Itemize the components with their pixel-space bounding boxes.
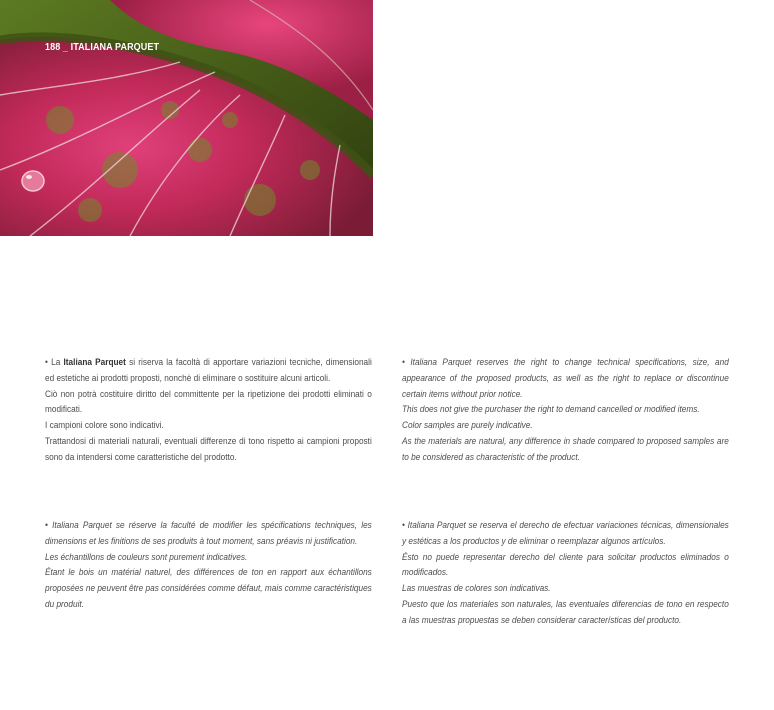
english-paragraph-2: This does not give the purchaser the right to demand cancelled or modified items. [402,404,700,416]
italian-paragraph-1: • La Italiana Parquet si riserva la facoltà di apportare variazioni tecniche, dimensionali ed estetiche ai prodotti proposti, nonchè di eliminare o sostituire alcuni articoli. [45,357,372,384]
french-paragraph-2: Les échantillons de couleurs sont purement indicatives. [45,551,248,563]
english-paragraph-4: As the materials are natural, any difference in shade compared to proposed samples are to be considered as characteristic of the product. [402,435,729,463]
disclaimer-spanish [402,518,729,629]
page-label: 188 _ ITALIANA PARQUET [45,41,160,53]
spanish-paragraph-3: Las muestras de colores son indicativas. [402,583,551,595]
leaf-photo [0,0,373,236]
spanish-paragraph-2: Ésto no puede representar derecho del cliente para solicitar productos eliminados o modificados. [402,551,729,579]
disclaimer-english [402,355,729,466]
spanish-paragraph-1: • Italiana Parquet se reserva el derecho de efectuar variaciones técnicas, dimensionales y estéticas a los productos y de eliminar o reemplazar algunos artículos. [402,520,729,547]
disclaimer-french [45,518,372,613]
english-paragraph-1: • Italiana Parquet reserves the right to change technical specifications, size, and appearance of the proposed products, as well as the right to replace or discontinue certain items without prior notice. [402,357,729,400]
french-paragraph-1: • Italiana Parquet se réserve la faculté de modifier les spécifications techniques, les dimensions et les finitions de ses produits à tout moment, sans préavis ni justification. [45,520,372,547]
italian-paragraph-2: Ciò non potrà costituire diritto del committente per la ripetizione dei prodotti eliminati o modificati. [45,388,372,416]
disclaimer-italian [45,355,372,466]
spanish-paragraph-4: Puesto que los materiales son naturales, las eventuales diferencias de tono en respecto a las muestras propuestas se deben considerar características del producto. [402,598,729,626]
italian-paragraph-3: I campioni colore sono indicativi. [45,420,164,432]
italian-paragraph-4: Trattandosi di materiali naturali, eventuali differenze di tono rispetto ai campioni proposti sono da intendersi come caratteristiche del prodotto. [45,435,372,463]
french-paragraph-3: Étant le bois un matérial naturel, des différences de ton en rapport aux échantillons proposées ne peuvent être pas considérées comme défaut, mais comme caractéristiques du produit. [45,567,372,610]
english-paragraph-3: Color samples are purely indicative. [402,420,533,432]
leaf-illustration [0,0,373,236]
brand-name: Italiana Parquet [63,357,126,368]
